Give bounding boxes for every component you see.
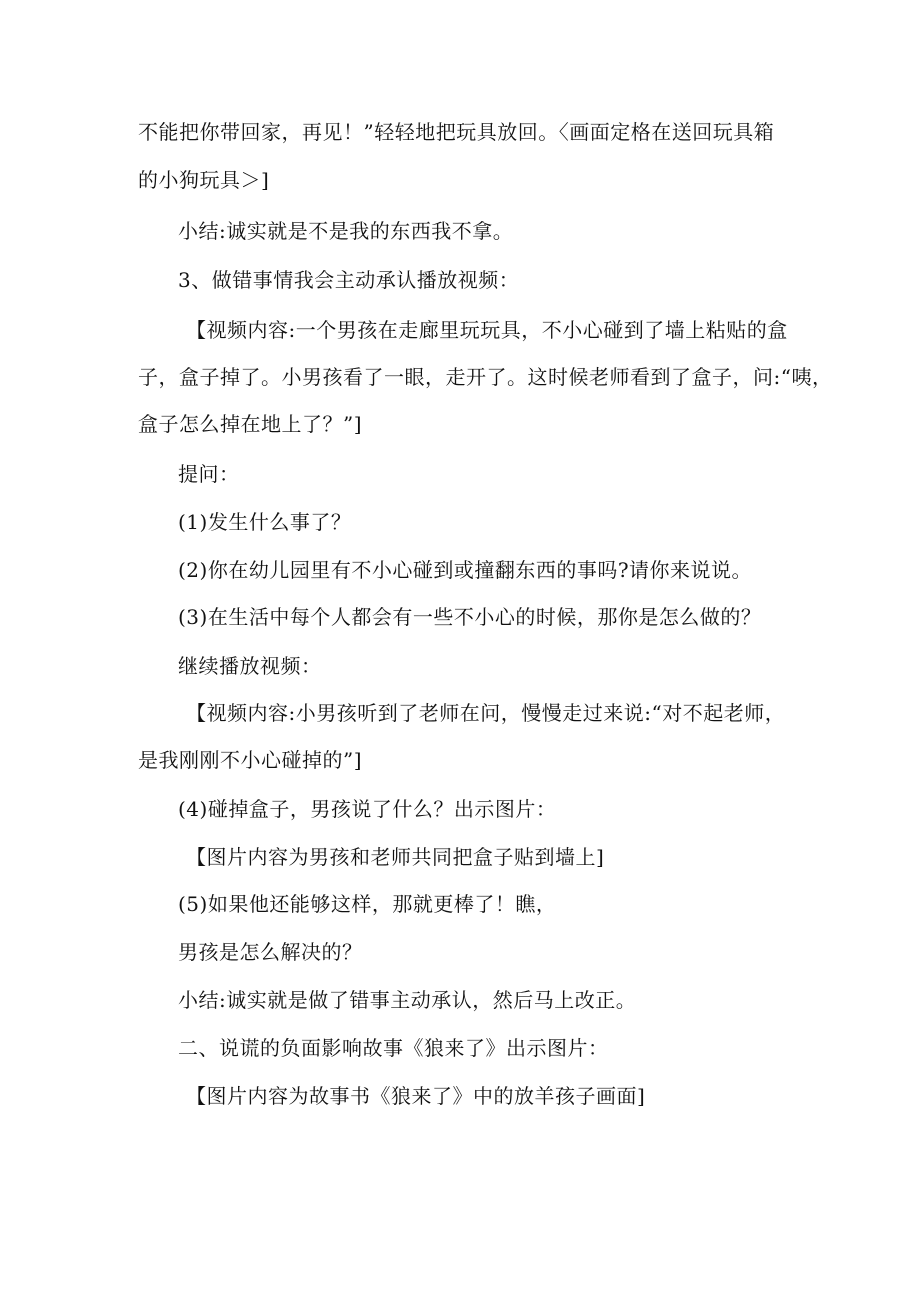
- text-line: 不能把你带回家，再见！”轻轻地把玩具放回。〈画面定格在送回玩具箱: [138, 120, 775, 144]
- text-line: 二、说谎的负面影响故事《狼来了》出示图片：: [178, 1036, 609, 1060]
- text-line: 小结:诚实就是做了错事主动承认，然后马上改正。: [178, 988, 637, 1012]
- text-line: 【视频内容:小男孩听到了老师在问，慢慢走过来说:“对不起老师，: [186, 701, 786, 725]
- text-line: 【视频内容:一个男孩在走廊里玩玩具，不小心碰到了墙上粘贴的盒: [186, 318, 788, 342]
- text-line: 提问：: [178, 462, 240, 486]
- text-line: 【图片内容为故事书《狼来了》中的放羊孩子画面]: [186, 1084, 646, 1108]
- text-line: 继续播放视频：: [178, 654, 322, 678]
- text-line: 是我刚刚不小心碰掉的”]: [138, 748, 363, 772]
- text-line: (4)碰掉盒子，男孩说了什么？出示图片：: [178, 797, 557, 821]
- text-line: 盒子怎么掉在地上了？”]: [138, 412, 363, 436]
- text-line: 子，盒子掉了。小男孩看了一眼，走开了。这时候老师看到了盒子，问:“咦，: [138, 365, 833, 389]
- text-line: (5)如果他还能够这样，那就更棒了！瞧，: [178, 892, 557, 916]
- text-line: (2)你在幼儿园里有不小心碰到或撞翻东西的事吗?请你来说说。: [178, 558, 753, 582]
- text-line: 【图片内容为男孩和老师共同把盒子贴到墙上]: [186, 845, 605, 869]
- text-line: (1)发生什么事了？: [178, 510, 352, 534]
- text-line: 3、做错事情我会主动承认播放视频：: [178, 268, 520, 292]
- text-line: 的小狗玩具＞]: [138, 168, 270, 192]
- text-line: 小结:诚实就是不是我的东西我不拿。: [178, 219, 514, 243]
- text-line: 男孩是怎么解决的？: [178, 940, 363, 964]
- text-line: (3)在生活中每个人都会有一些不小心的时候，那你是怎么做的？: [178, 605, 762, 629]
